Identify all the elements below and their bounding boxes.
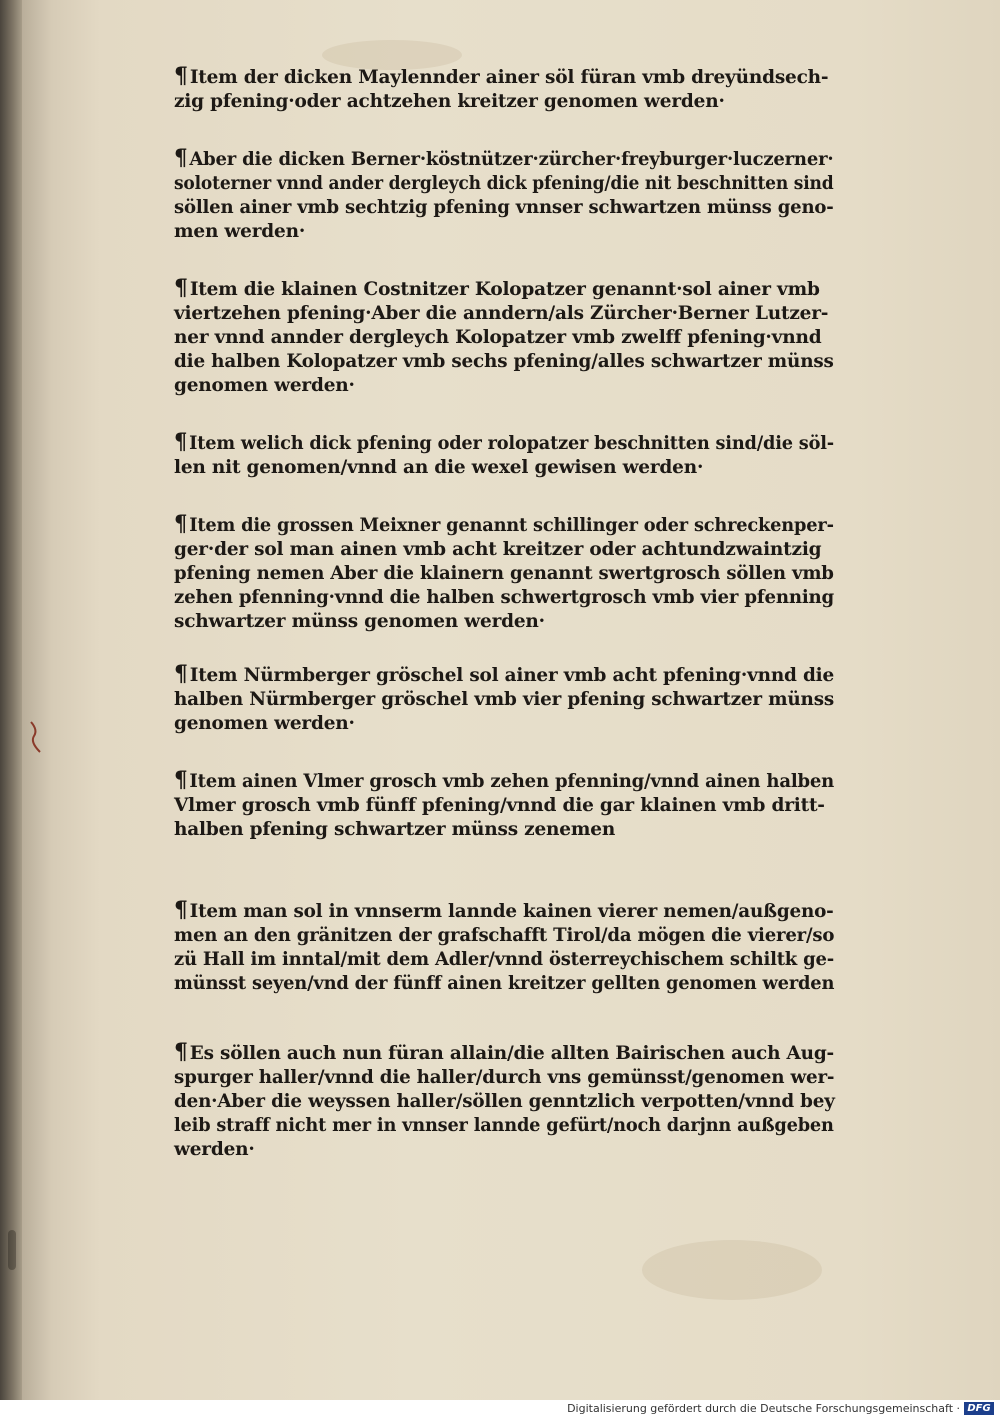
pilcrow-icon: ¶ xyxy=(174,275,188,301)
text-line: soloterner vnnd ander dergleych dick pfening/die nit beschnitten sind xyxy=(174,173,834,194)
line-text: Item welich dick pfening oder rolopatzer beschnitten sind/die söl- xyxy=(189,433,834,454)
paragraph xyxy=(174,430,834,480)
text-line xyxy=(174,662,832,688)
funding-credit: Digitalisierung gefördert durch die Deutsche Forschungsgemeinschaft · xyxy=(567,1402,960,1415)
pilcrow-icon: ¶ xyxy=(174,767,188,793)
pilcrow-icon: ¶ xyxy=(174,1039,188,1065)
text-line: len nit genomen/vnnd an die wexel gewisen werden· xyxy=(174,457,704,478)
dfg-logo-icon: DFG xyxy=(964,1402,994,1415)
paragraph xyxy=(174,1040,834,1162)
line-text: Es söllen auch nun füran allain/die allten Bairischen auch Aug- xyxy=(189,1043,834,1064)
line-text: Item der dicken Maylennder ainer söl füran vmb dreyündsech- xyxy=(189,67,829,88)
text-line: viertzehen pfening·Aber die anndern/als Zürcher·Berner Lutzer- xyxy=(174,303,829,324)
line-text: Item Nürmberger gröschel sol ainer vmb acht pfening·vnnd die xyxy=(189,665,834,686)
text-line xyxy=(174,511,834,538)
paragraph xyxy=(174,768,834,842)
text-line: ger·der sol man ainen vmb acht kreitzer oder achtundzwaintzig xyxy=(174,539,822,560)
pilcrow-icon: ¶ xyxy=(174,145,188,171)
pilcrow-icon: ¶ xyxy=(174,63,188,89)
text-line xyxy=(174,64,834,90)
text-line xyxy=(174,897,834,924)
text-line: ner vnnd annder dergleych Kolopatzer vmb zwelff pfening·vnnd xyxy=(174,327,822,348)
text-line xyxy=(174,767,835,794)
pilcrow-icon: ¶ xyxy=(174,511,188,537)
paragraph xyxy=(174,64,834,114)
pilcrow-icon: ¶ xyxy=(174,897,188,923)
paragraph xyxy=(174,662,834,736)
text-line: men an den gränitzen der grafschafft Tirol/da mögen die vierer/so xyxy=(174,925,835,946)
text-line: zehen pfenning·vnnd die halben schwertgrosch vmb vier pfenning xyxy=(174,587,835,608)
paragraph xyxy=(174,898,834,996)
spine-mark xyxy=(8,1230,16,1270)
paper-stain xyxy=(642,1240,822,1300)
text-line: halben pfening schwartzer münss zenemen xyxy=(174,819,616,840)
text-line: genomen werden· xyxy=(174,713,355,734)
paragraph xyxy=(174,276,834,398)
text-line: Vlmer grosch vmb fünff pfening/vnnd die gar klainen vmb dritt- xyxy=(174,795,825,816)
text-line: men werden· xyxy=(174,221,306,242)
line-text: Aber die dicken Berner·köstnützer·zürcher·freyburger·luczerner· xyxy=(189,149,834,170)
paragraph xyxy=(174,512,834,634)
footer-bar xyxy=(0,1400,1000,1418)
text-line: den·Aber die weyssen haller/söllen genntzlich verpotten/vnnd bey xyxy=(174,1091,835,1112)
text-line: zig pfening·oder achtzehen kreitzer genomen werden· xyxy=(174,91,725,112)
text-line: genomen werden· xyxy=(174,375,355,396)
text-line: pfening nemen Aber die klainern genannt swertgrosch söllen vmb xyxy=(174,563,834,584)
line-text: Item man sol in vnnserm lannde kainen vierer nemen/außgeno- xyxy=(189,901,834,922)
text-line: leib straff nicht mer in vnnser lannde gefürt/noch darjnn außgeben xyxy=(174,1115,834,1136)
book-spine xyxy=(0,0,22,1400)
text-line xyxy=(174,276,834,302)
line-text: Item die grossen Meixner genannt schillinger oder schreckenper- xyxy=(189,515,834,536)
text-line: werden· xyxy=(174,1139,255,1160)
line-text: Item ainen Vlmer grosch vmb zehen pfenning/vnnd ainen halben xyxy=(189,771,835,792)
text-line xyxy=(174,1040,832,1066)
text-line xyxy=(174,429,834,456)
paragraph xyxy=(174,146,834,244)
text-line: münsst seyen/vnd der fünff ainen kreitzer gellten genomen werden xyxy=(174,973,835,994)
text-line: zü Hall im inntal/mit dem Adler/vnnd österreychischem schiltk ge- xyxy=(174,949,834,970)
text-line: spurger haller/vnnd die haller/durch vns gemünsst/genomen wer- xyxy=(174,1067,835,1088)
text-line: schwartzer münss genomen werden· xyxy=(174,611,545,632)
line-text: Item die klainen Costnitzer Kolopatzer genannt·sol ainer vmb xyxy=(189,279,820,300)
text-line xyxy=(174,145,834,172)
red-margin-mark xyxy=(28,720,44,754)
text-line: die halben Kolopatzer vmb sechs pfening/alles schwartzer münss xyxy=(174,351,834,372)
text-line: halben Nürmberger gröschel vmb vier pfening schwartzer münss xyxy=(174,689,835,710)
pilcrow-icon: ¶ xyxy=(174,429,188,455)
pilcrow-icon: ¶ xyxy=(174,661,188,687)
text-line: söllen ainer vmb sechtzig pfening vnnser schwartzen münss geno- xyxy=(174,197,834,218)
